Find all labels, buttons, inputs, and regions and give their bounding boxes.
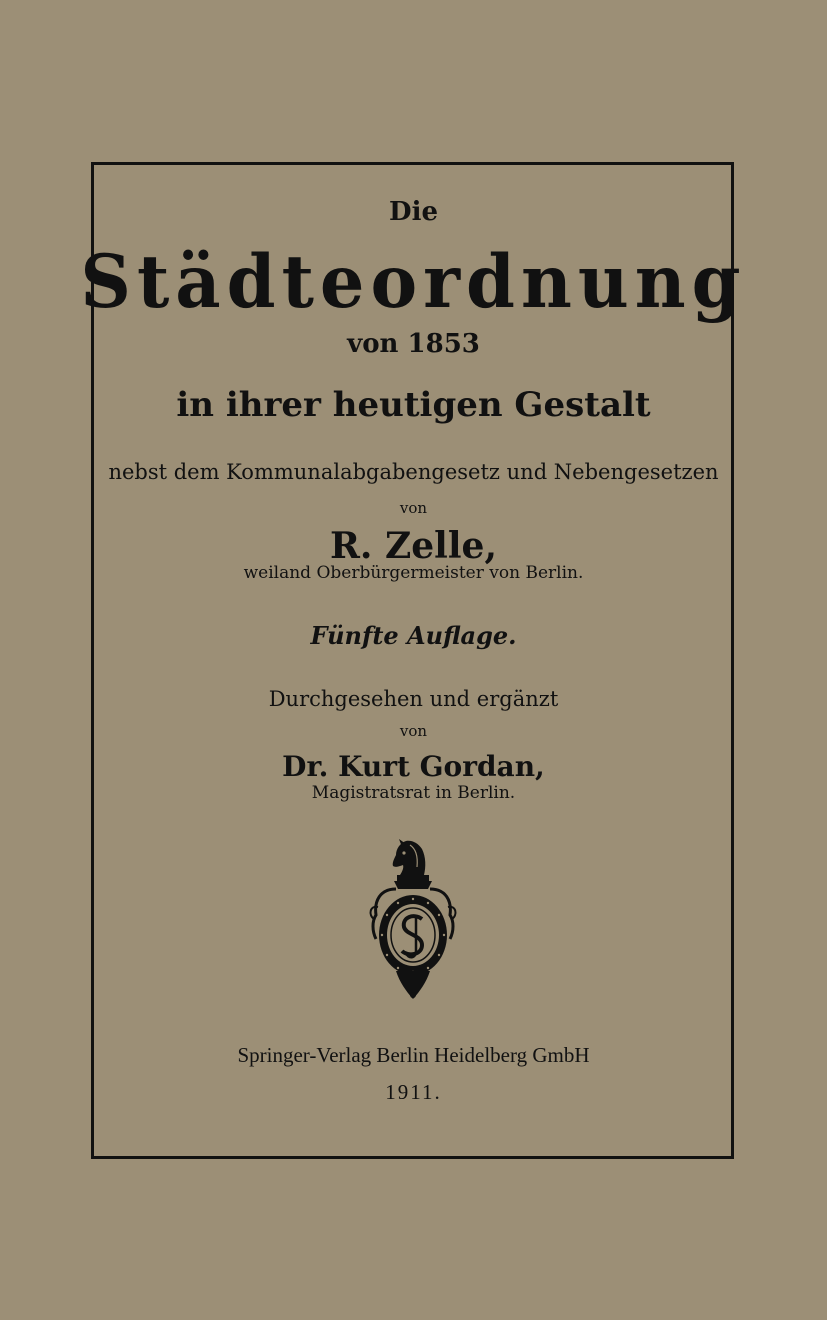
- editor-name: Dr. Kurt Gordan,: [282, 750, 545, 783]
- by-line-2: von: [399, 722, 428, 740]
- main-title: Städteordnung: [80, 237, 747, 326]
- revised-line: Durchgesehen und ergänzt: [268, 687, 559, 711]
- publication-year: 1911.: [385, 1080, 442, 1104]
- springer-knight-logo-icon: [366, 835, 461, 1003]
- edition-label: Fünfte Auflage.: [310, 621, 517, 650]
- author-role: weiland Oberbürgermeister von Berlin.: [243, 563, 584, 583]
- publisher: Springer-Verlag Berlin Heidelberg GmbH: [237, 1043, 590, 1067]
- year-line: von 1853: [347, 329, 480, 359]
- pre-title: Die: [389, 197, 438, 227]
- supplement-line: nebst dem Kommunalabgabengesetz und Nebengesetzen: [108, 460, 719, 484]
- by-line-1: von: [399, 499, 428, 517]
- subtitle: in ihrer heutigen Gestalt: [176, 385, 651, 425]
- author-name: R. Zelle,: [330, 525, 497, 567]
- editor-role: Magistratsrat in Berlin.: [311, 783, 516, 803]
